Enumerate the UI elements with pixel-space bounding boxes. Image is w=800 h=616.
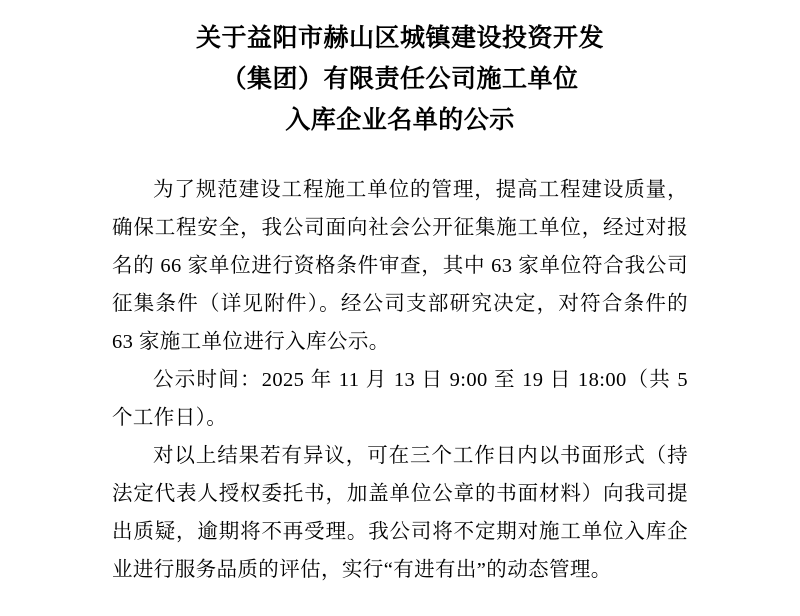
- page-title-line-1: 关于益阳市赫山区城镇建设投资开发: [195, 25, 604, 52]
- paragraph-1: 为了规范建设工程施工单位的管理，提高工程建设质量，确保工程安全，我公司面向社会公开征集施工单位，经过对报名的 66 家单位进行资格条件审查，其中 63 家单位符合我公司征集条件（详见附件）。经公司支部研究决定，对符合条件的 63 家施工单位进行入库公示。: [112, 179, 688, 353]
- page-title: [112, 18, 688, 141]
- document-body: [112, 171, 688, 589]
- page-title-line-2: （集团）有限责任公司施工单位: [221, 66, 579, 93]
- page-title-line-3: 入库企业名单的公示: [285, 107, 515, 134]
- paragraph-3: 对以上结果若有异议，可在三个工作日内以书面形式（持法定代表人授权委托书，加盖单位公章的书面材料）向我司提出质疑，逾期将不再受理。我公司将不定期对施工单位入库企业进行服务品质的评估，实行“有进有出”的动态管理。: [112, 445, 688, 581]
- paragraph-2: 公示时间：2025 年 11 月 13 日 9:00 至 19 日 18:00（共 5 个工作日）。: [112, 369, 688, 429]
